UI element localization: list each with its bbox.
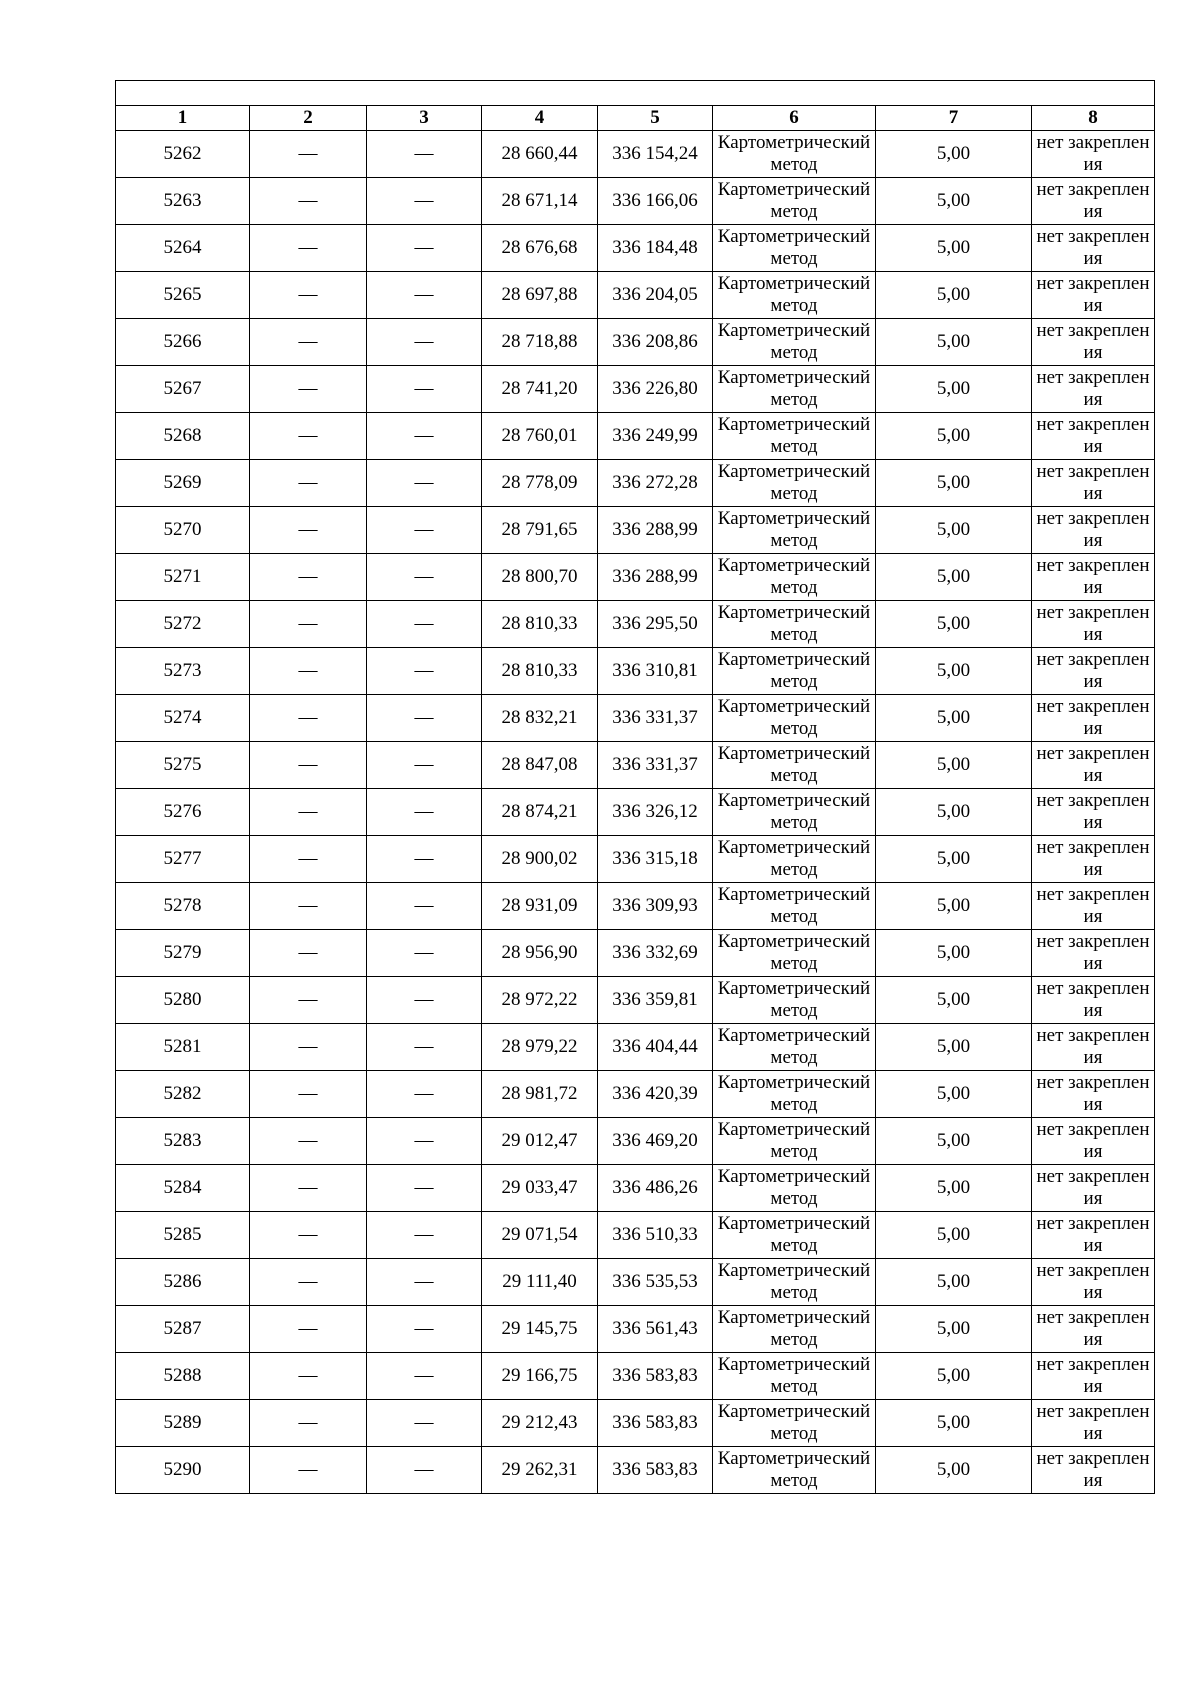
accuracy-cell: 5,00 bbox=[876, 413, 1032, 460]
y-coordinate-cell: 336 288,99 bbox=[598, 554, 713, 601]
dash-cell: — bbox=[250, 1400, 367, 1447]
dash-cell: — bbox=[250, 366, 367, 413]
fixation-cell: нет закрепления bbox=[1032, 930, 1155, 977]
accuracy-cell: 5,00 bbox=[876, 319, 1032, 366]
x-coordinate-cell: 28 810,33 bbox=[482, 601, 598, 648]
accuracy-cell: 5,00 bbox=[876, 1071, 1032, 1118]
accuracy-cell: 5,00 bbox=[876, 1024, 1032, 1071]
method-cell: Картометрический метод bbox=[713, 648, 876, 695]
x-coordinate-cell: 28 832,21 bbox=[482, 695, 598, 742]
blank-header-row bbox=[116, 81, 1155, 106]
dash-cell: — bbox=[367, 977, 482, 1024]
dash-cell: — bbox=[250, 742, 367, 789]
dash-cell: — bbox=[367, 1447, 482, 1494]
dash-cell: — bbox=[367, 554, 482, 601]
table-row bbox=[116, 836, 1155, 883]
dash-cell: — bbox=[250, 1353, 367, 1400]
method-cell: Картометрический метод bbox=[713, 742, 876, 789]
y-coordinate-cell: 336 420,39 bbox=[598, 1071, 713, 1118]
dash-cell: — bbox=[367, 225, 482, 272]
dash-cell: — bbox=[250, 1306, 367, 1353]
dash-cell: — bbox=[250, 131, 367, 178]
accuracy-cell: 5,00 bbox=[876, 648, 1032, 695]
x-coordinate-cell: 28 660,44 bbox=[482, 131, 598, 178]
x-coordinate-cell: 28 847,08 bbox=[482, 742, 598, 789]
dash-cell: — bbox=[250, 413, 367, 460]
accuracy-cell: 5,00 bbox=[876, 554, 1032, 601]
table-row bbox=[116, 648, 1155, 695]
dash-cell: — bbox=[367, 460, 482, 507]
x-coordinate-cell: 29 012,47 bbox=[482, 1118, 598, 1165]
point-number-cell: 5265 bbox=[116, 272, 250, 319]
dash-cell: — bbox=[250, 507, 367, 554]
dash-cell: — bbox=[250, 178, 367, 225]
dash-cell: — bbox=[250, 554, 367, 601]
y-coordinate-cell: 336 309,93 bbox=[598, 883, 713, 930]
dash-cell: — bbox=[367, 1212, 482, 1259]
accuracy-cell: 5,00 bbox=[876, 225, 1032, 272]
method-cell: Картометрический метод bbox=[713, 272, 876, 319]
y-coordinate-cell: 336 583,83 bbox=[598, 1353, 713, 1400]
method-cell: Картометрический метод bbox=[713, 225, 876, 272]
accuracy-cell: 5,00 bbox=[876, 1165, 1032, 1212]
fixation-cell: нет закрепления bbox=[1032, 1118, 1155, 1165]
dash-cell: — bbox=[250, 1259, 367, 1306]
accuracy-cell: 5,00 bbox=[876, 1353, 1032, 1400]
point-number-cell: 5286 bbox=[116, 1259, 250, 1306]
table-body bbox=[116, 81, 1155, 1494]
accuracy-cell: 5,00 bbox=[876, 131, 1032, 178]
fixation-cell: нет закрепления bbox=[1032, 1024, 1155, 1071]
dash-cell: — bbox=[367, 695, 482, 742]
x-coordinate-cell: 28 979,22 bbox=[482, 1024, 598, 1071]
dash-cell: — bbox=[367, 1024, 482, 1071]
method-cell: Картометрический метод bbox=[713, 883, 876, 930]
dash-cell: — bbox=[250, 460, 367, 507]
x-coordinate-cell: 29 033,47 bbox=[482, 1165, 598, 1212]
method-cell: Картометрический метод bbox=[713, 1071, 876, 1118]
x-coordinate-cell: 28 741,20 bbox=[482, 366, 598, 413]
point-number-cell: 5274 bbox=[116, 695, 250, 742]
accuracy-cell: 5,00 bbox=[876, 742, 1032, 789]
fixation-cell: нет закрепления bbox=[1032, 507, 1155, 554]
fixation-cell: нет закрепления bbox=[1032, 1400, 1155, 1447]
y-coordinate-cell: 336 310,81 bbox=[598, 648, 713, 695]
x-coordinate-cell: 29 111,40 bbox=[482, 1259, 598, 1306]
x-coordinate-cell: 28 718,88 bbox=[482, 319, 598, 366]
dash-cell: — bbox=[367, 131, 482, 178]
accuracy-cell: 5,00 bbox=[876, 601, 1032, 648]
accuracy-cell: 5,00 bbox=[876, 1306, 1032, 1353]
accuracy-cell: 5,00 bbox=[876, 789, 1032, 836]
dash-cell: — bbox=[367, 366, 482, 413]
x-coordinate-cell: 28 956,90 bbox=[482, 930, 598, 977]
fixation-cell: нет закрепления bbox=[1032, 178, 1155, 225]
dash-cell: — bbox=[367, 742, 482, 789]
fixation-cell: нет закрепления bbox=[1032, 695, 1155, 742]
fixation-cell: нет закрепления bbox=[1032, 1353, 1155, 1400]
table-row bbox=[116, 695, 1155, 742]
x-coordinate-cell: 28 760,01 bbox=[482, 413, 598, 460]
dash-cell: — bbox=[367, 1165, 482, 1212]
dash-cell: — bbox=[367, 178, 482, 225]
point-number-cell: 5270 bbox=[116, 507, 250, 554]
y-coordinate-cell: 336 249,99 bbox=[598, 413, 713, 460]
point-number-cell: 5272 bbox=[116, 601, 250, 648]
point-number-cell: 5276 bbox=[116, 789, 250, 836]
x-coordinate-cell: 28 931,09 bbox=[482, 883, 598, 930]
y-coordinate-cell: 336 184,48 bbox=[598, 225, 713, 272]
method-cell: Картометрический метод bbox=[713, 1400, 876, 1447]
point-number-cell: 5282 bbox=[116, 1071, 250, 1118]
method-cell: Картометрический метод bbox=[713, 554, 876, 601]
dash-cell: — bbox=[367, 1306, 482, 1353]
accuracy-cell: 5,00 bbox=[876, 977, 1032, 1024]
point-number-cell: 5278 bbox=[116, 883, 250, 930]
point-number-cell: 5263 bbox=[116, 178, 250, 225]
accuracy-cell: 5,00 bbox=[876, 1212, 1032, 1259]
point-number-cell: 5285 bbox=[116, 1212, 250, 1259]
dash-cell: — bbox=[367, 507, 482, 554]
method-cell: Картометрический метод bbox=[713, 930, 876, 977]
dash-cell: — bbox=[367, 883, 482, 930]
y-coordinate-cell: 336 288,99 bbox=[598, 507, 713, 554]
x-coordinate-cell: 29 166,75 bbox=[482, 1353, 598, 1400]
y-coordinate-cell: 336 315,18 bbox=[598, 836, 713, 883]
x-coordinate-cell: 28 972,22 bbox=[482, 977, 598, 1024]
x-coordinate-cell: 28 800,70 bbox=[482, 554, 598, 601]
column-header: 2 bbox=[250, 106, 367, 131]
table-row bbox=[116, 319, 1155, 366]
x-coordinate-cell: 29 145,75 bbox=[482, 1306, 598, 1353]
x-coordinate-cell: 28 874,21 bbox=[482, 789, 598, 836]
point-number-cell: 5290 bbox=[116, 1447, 250, 1494]
x-coordinate-cell: 29 212,43 bbox=[482, 1400, 598, 1447]
dash-cell: — bbox=[250, 1165, 367, 1212]
fixation-cell: нет закрепления bbox=[1032, 225, 1155, 272]
point-number-cell: 5289 bbox=[116, 1400, 250, 1447]
method-cell: Картометрический метод bbox=[713, 1306, 876, 1353]
method-cell: Картометрический метод bbox=[713, 1212, 876, 1259]
dash-cell: — bbox=[250, 695, 367, 742]
table-row bbox=[116, 930, 1155, 977]
x-coordinate-cell: 29 262,31 bbox=[482, 1447, 598, 1494]
dash-cell: — bbox=[250, 789, 367, 836]
method-cell: Картометрический метод bbox=[713, 977, 876, 1024]
fixation-cell: нет закрепления bbox=[1032, 836, 1155, 883]
dash-cell: — bbox=[367, 1353, 482, 1400]
dash-cell: — bbox=[367, 1259, 482, 1306]
table-row bbox=[116, 1259, 1155, 1306]
fixation-cell: нет закрепления bbox=[1032, 319, 1155, 366]
dash-cell: — bbox=[367, 836, 482, 883]
column-header: 4 bbox=[482, 106, 598, 131]
dash-cell: — bbox=[250, 1071, 367, 1118]
fixation-cell: нет закрепления bbox=[1032, 1165, 1155, 1212]
point-number-cell: 5264 bbox=[116, 225, 250, 272]
method-cell: Картометрический метод bbox=[713, 460, 876, 507]
method-cell: Картометрический метод bbox=[713, 836, 876, 883]
column-number-row bbox=[116, 106, 1155, 131]
method-cell: Картометрический метод bbox=[713, 413, 876, 460]
x-coordinate-cell: 28 900,02 bbox=[482, 836, 598, 883]
table-row bbox=[116, 178, 1155, 225]
dash-cell: — bbox=[250, 883, 367, 930]
accuracy-cell: 5,00 bbox=[876, 695, 1032, 742]
coordinates-table bbox=[115, 80, 1155, 1494]
method-cell: Картометрический метод bbox=[713, 366, 876, 413]
table-row bbox=[116, 883, 1155, 930]
blank-header-cell bbox=[116, 81, 1155, 106]
method-cell: Картометрический метод bbox=[713, 789, 876, 836]
y-coordinate-cell: 336 510,33 bbox=[598, 1212, 713, 1259]
y-coordinate-cell: 336 561,43 bbox=[598, 1306, 713, 1353]
table-row bbox=[116, 1447, 1155, 1494]
method-cell: Картометрический метод bbox=[713, 1353, 876, 1400]
fixation-cell: нет закрепления bbox=[1032, 554, 1155, 601]
dash-cell: — bbox=[250, 1118, 367, 1165]
fixation-cell: нет закрепления bbox=[1032, 1212, 1155, 1259]
accuracy-cell: 5,00 bbox=[876, 1447, 1032, 1494]
dash-cell: — bbox=[367, 413, 482, 460]
method-cell: Картометрический метод bbox=[713, 1118, 876, 1165]
point-number-cell: 5268 bbox=[116, 413, 250, 460]
fixation-cell: нет закрепления bbox=[1032, 883, 1155, 930]
dash-cell: — bbox=[367, 601, 482, 648]
fixation-cell: нет закрепления bbox=[1032, 977, 1155, 1024]
table-row bbox=[116, 413, 1155, 460]
method-cell: Картометрический метод bbox=[713, 507, 876, 554]
dash-cell: — bbox=[250, 648, 367, 695]
y-coordinate-cell: 336 272,28 bbox=[598, 460, 713, 507]
dash-cell: — bbox=[367, 272, 482, 319]
accuracy-cell: 5,00 bbox=[876, 1118, 1032, 1165]
accuracy-cell: 5,00 bbox=[876, 930, 1032, 977]
point-number-cell: 5275 bbox=[116, 742, 250, 789]
dash-cell: — bbox=[367, 1400, 482, 1447]
table-row bbox=[116, 225, 1155, 272]
table-row bbox=[116, 601, 1155, 648]
table-row bbox=[116, 1071, 1155, 1118]
table-row bbox=[116, 1024, 1155, 1071]
dash-cell: — bbox=[250, 319, 367, 366]
accuracy-cell: 5,00 bbox=[876, 507, 1032, 554]
column-header: 6 bbox=[713, 106, 876, 131]
accuracy-cell: 5,00 bbox=[876, 1400, 1032, 1447]
y-coordinate-cell: 336 583,83 bbox=[598, 1447, 713, 1494]
fixation-cell: нет закрепления bbox=[1032, 460, 1155, 507]
table-row bbox=[116, 366, 1155, 413]
point-number-cell: 5288 bbox=[116, 1353, 250, 1400]
dash-cell: — bbox=[250, 225, 367, 272]
dash-cell: — bbox=[250, 836, 367, 883]
point-number-cell: 5279 bbox=[116, 930, 250, 977]
x-coordinate-cell: 28 676,68 bbox=[482, 225, 598, 272]
table-row bbox=[116, 507, 1155, 554]
method-cell: Картометрический метод bbox=[713, 1447, 876, 1494]
dash-cell: — bbox=[250, 601, 367, 648]
y-coordinate-cell: 336 166,06 bbox=[598, 178, 713, 225]
point-number-cell: 5283 bbox=[116, 1118, 250, 1165]
accuracy-cell: 5,00 bbox=[876, 1259, 1032, 1306]
dash-cell: — bbox=[367, 789, 482, 836]
y-coordinate-cell: 336 359,81 bbox=[598, 977, 713, 1024]
dash-cell: — bbox=[367, 1118, 482, 1165]
method-cell: Картометрический метод bbox=[713, 178, 876, 225]
column-header: 1 bbox=[116, 106, 250, 131]
table-row bbox=[116, 272, 1155, 319]
x-coordinate-cell: 28 981,72 bbox=[482, 1071, 598, 1118]
table-row bbox=[116, 789, 1155, 836]
table-row bbox=[116, 1212, 1155, 1259]
dash-cell: — bbox=[367, 930, 482, 977]
dash-cell: — bbox=[250, 1447, 367, 1494]
dash-cell: — bbox=[250, 272, 367, 319]
point-number-cell: 5277 bbox=[116, 836, 250, 883]
method-cell: Картометрический метод bbox=[713, 1259, 876, 1306]
table-row bbox=[116, 460, 1155, 507]
method-cell: Картометрический метод bbox=[713, 319, 876, 366]
table-row bbox=[116, 554, 1155, 601]
point-number-cell: 5266 bbox=[116, 319, 250, 366]
accuracy-cell: 5,00 bbox=[876, 460, 1032, 507]
method-cell: Картометрический метод bbox=[713, 1165, 876, 1212]
x-coordinate-cell: 28 778,09 bbox=[482, 460, 598, 507]
fixation-cell: нет закрепления bbox=[1032, 131, 1155, 178]
y-coordinate-cell: 336 326,12 bbox=[598, 789, 713, 836]
method-cell: Картометрический метод bbox=[713, 695, 876, 742]
y-coordinate-cell: 336 331,37 bbox=[598, 695, 713, 742]
y-coordinate-cell: 336 535,53 bbox=[598, 1259, 713, 1306]
fixation-cell: нет закрепления bbox=[1032, 366, 1155, 413]
dash-cell: — bbox=[250, 1212, 367, 1259]
dash-cell: — bbox=[367, 1071, 482, 1118]
fixation-cell: нет закрепления bbox=[1032, 601, 1155, 648]
fixation-cell: нет закрепления bbox=[1032, 1447, 1155, 1494]
table-row bbox=[116, 742, 1155, 789]
x-coordinate-cell: 29 071,54 bbox=[482, 1212, 598, 1259]
dash-cell: — bbox=[367, 648, 482, 695]
column-header: 3 bbox=[367, 106, 482, 131]
y-coordinate-cell: 336 583,83 bbox=[598, 1400, 713, 1447]
fixation-cell: нет закрепления bbox=[1032, 742, 1155, 789]
x-coordinate-cell: 28 671,14 bbox=[482, 178, 598, 225]
accuracy-cell: 5,00 bbox=[876, 366, 1032, 413]
point-number-cell: 5267 bbox=[116, 366, 250, 413]
table-row bbox=[116, 1306, 1155, 1353]
dash-cell: — bbox=[367, 319, 482, 366]
x-coordinate-cell: 28 791,65 bbox=[482, 507, 598, 554]
point-number-cell: 5269 bbox=[116, 460, 250, 507]
point-number-cell: 5262 bbox=[116, 131, 250, 178]
point-number-cell: 5284 bbox=[116, 1165, 250, 1212]
table-row bbox=[116, 1400, 1155, 1447]
fixation-cell: нет закрепления bbox=[1032, 1259, 1155, 1306]
accuracy-cell: 5,00 bbox=[876, 272, 1032, 319]
fixation-cell: нет закрепления bbox=[1032, 272, 1155, 319]
accuracy-cell: 5,00 bbox=[876, 178, 1032, 225]
column-header: 8 bbox=[1032, 106, 1155, 131]
point-number-cell: 5273 bbox=[116, 648, 250, 695]
fixation-cell: нет закрепления bbox=[1032, 413, 1155, 460]
accuracy-cell: 5,00 bbox=[876, 883, 1032, 930]
table-row bbox=[116, 1118, 1155, 1165]
table-row bbox=[116, 977, 1155, 1024]
x-coordinate-cell: 28 810,33 bbox=[482, 648, 598, 695]
dash-cell: — bbox=[250, 977, 367, 1024]
y-coordinate-cell: 336 208,86 bbox=[598, 319, 713, 366]
fixation-cell: нет закрепления bbox=[1032, 1071, 1155, 1118]
method-cell: Картометрический метод bbox=[713, 1024, 876, 1071]
fixation-cell: нет закрепления bbox=[1032, 648, 1155, 695]
y-coordinate-cell: 336 154,24 bbox=[598, 131, 713, 178]
y-coordinate-cell: 336 404,44 bbox=[598, 1024, 713, 1071]
y-coordinate-cell: 336 295,50 bbox=[598, 601, 713, 648]
dash-cell: — bbox=[250, 1024, 367, 1071]
y-coordinate-cell: 336 486,26 bbox=[598, 1165, 713, 1212]
fixation-cell: нет закрепления bbox=[1032, 1306, 1155, 1353]
table-row bbox=[116, 131, 1155, 178]
y-coordinate-cell: 336 331,37 bbox=[598, 742, 713, 789]
accuracy-cell: 5,00 bbox=[876, 836, 1032, 883]
method-cell: Картометрический метод bbox=[713, 131, 876, 178]
table-row bbox=[116, 1353, 1155, 1400]
point-number-cell: 5281 bbox=[116, 1024, 250, 1071]
point-number-cell: 5280 bbox=[116, 977, 250, 1024]
y-coordinate-cell: 336 226,80 bbox=[598, 366, 713, 413]
table-row bbox=[116, 1165, 1155, 1212]
x-coordinate-cell: 28 697,88 bbox=[482, 272, 598, 319]
dash-cell: — bbox=[250, 930, 367, 977]
column-header: 7 bbox=[876, 106, 1032, 131]
method-cell: Картометрический метод bbox=[713, 601, 876, 648]
y-coordinate-cell: 336 332,69 bbox=[598, 930, 713, 977]
y-coordinate-cell: 336 204,05 bbox=[598, 272, 713, 319]
point-number-cell: 5287 bbox=[116, 1306, 250, 1353]
y-coordinate-cell: 336 469,20 bbox=[598, 1118, 713, 1165]
fixation-cell: нет закрепления bbox=[1032, 789, 1155, 836]
column-header: 5 bbox=[598, 106, 713, 131]
point-number-cell: 5271 bbox=[116, 554, 250, 601]
